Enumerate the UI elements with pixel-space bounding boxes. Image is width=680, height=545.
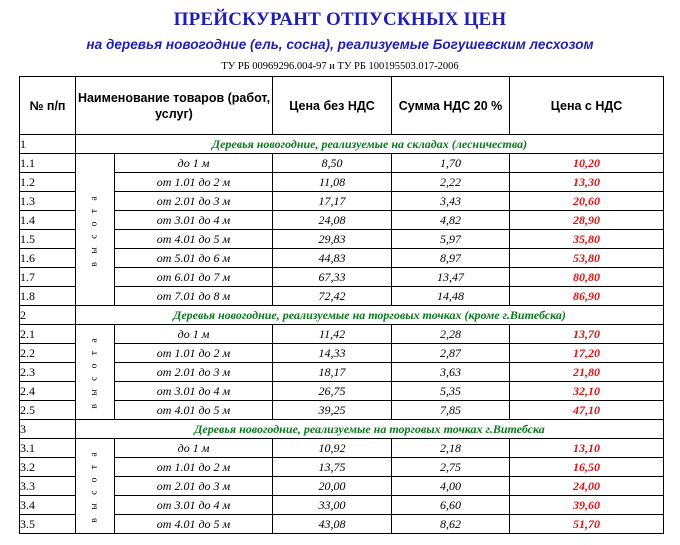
height-range: от 3.01 до 4 м [115,382,273,401]
price-without-vat: 14,33 [273,344,392,363]
column-header-name: Наименование товаров (работ, услуг) [76,77,273,135]
row-number: 1.2 [20,173,76,192]
height-range: до 1 м [115,325,273,344]
vat-amount: 5,35 [392,382,510,401]
table-row [20,287,664,306]
vat-amount: 3,43 [392,192,510,211]
price-with-vat: 51,70 [510,515,664,534]
table-row [20,458,664,477]
height-range: до 1 м [115,154,273,173]
height-range: от 3.01 до 4 м [115,496,273,515]
vat-amount: 7,85 [392,401,510,420]
table-row [20,382,664,401]
height-range: от 5.01 до 6 м [115,249,273,268]
price-with-vat: 13,70 [510,325,664,344]
table-row [20,515,664,534]
table-row [20,268,664,287]
price-without-vat: 11,08 [273,173,392,192]
vat-amount: 2,87 [392,344,510,363]
standard-reference: ТУ РБ 00969296.004-97 и ТУ РБ 100195503.017-2006 [221,61,459,72]
row-number: 3.1 [20,439,76,458]
vat-amount: 2,28 [392,325,510,344]
height-range: от 6.01 до 7 м [115,268,273,287]
row-number: 3.3 [20,477,76,496]
price-without-vat: 10,92 [273,439,392,458]
price-with-vat: 24,00 [510,477,664,496]
height-range: от 2.01 до 3 м [115,477,273,496]
row-number: 3.4 [20,496,76,515]
height-range: от 2.01 до 3 м [115,192,273,211]
section-title: Деревья новогодние, реализуемые на складах (лесничества) [76,135,664,154]
section-header-row [20,135,664,154]
price-with-vat: 53,80 [510,249,664,268]
row-number: 2.2 [20,344,76,363]
column-header-total: Цена с НДС [510,77,664,135]
column-header-vat: Сумма НДС 20 % [392,77,510,135]
height-group-label-text: в ы с о т а [89,192,100,267]
price-without-vat: 26,75 [273,382,392,401]
table-row [20,477,664,496]
price-without-vat: 13,75 [273,458,392,477]
price-with-vat: 21,80 [510,363,664,382]
price-with-vat: 10,20 [510,154,664,173]
section-number: 3 [20,420,76,439]
section-number: 2 [20,306,76,325]
height-group-label [76,439,115,534]
column-header-price: Цена без НДС [273,77,392,135]
price-with-vat: 16,50 [510,458,664,477]
height-group-label [76,154,115,306]
row-number: 2.4 [20,382,76,401]
height-range: от 4.01 до 5 м [115,230,273,249]
price-without-vat: 11,42 [273,325,392,344]
document-title: ПРЕЙСКУРАНТ ОТПУСКНЫХ ЦЕН [173,9,507,30]
vat-amount: 4,00 [392,477,510,496]
table-row [20,439,664,458]
price-without-vat: 18,17 [273,363,392,382]
price-without-vat: 20,00 [273,477,392,496]
height-range: от 2.01 до 3 м [115,363,273,382]
price-without-vat: 24,08 [273,211,392,230]
row-number: 2.1 [20,325,76,344]
section-header-row [20,420,664,439]
price-with-vat: 35,80 [510,230,664,249]
price-without-vat: 44,83 [273,249,392,268]
vat-amount: 4,82 [392,211,510,230]
price-without-vat: 43,08 [273,515,392,534]
height-range: до 1 м [115,439,273,458]
price-without-vat: 33,00 [273,496,392,515]
table-row [20,325,664,344]
height-range: от 7.01 до 8 м [115,287,273,306]
section-title: Деревья новогодние, реализуемые на торговых точках (кроме г.Витебска) [76,306,664,325]
column-header-num: № п/п [20,77,76,135]
height-group-label-text: в ы с о т а [89,449,100,523]
row-number: 3.2 [20,458,76,477]
price-with-vat: 39,60 [510,496,664,515]
price-table [19,76,664,534]
price-without-vat: 17,17 [273,192,392,211]
vat-amount: 2,22 [392,173,510,192]
height-range: от 4.01 до 5 м [115,401,273,420]
height-range: от 3.01 до 4 м [115,211,273,230]
table-row [20,249,664,268]
price-with-vat: 86,90 [510,287,664,306]
price-without-vat: 67,33 [273,268,392,287]
vat-amount: 8,62 [392,515,510,534]
height-group-label-text: в ы с о т а [89,335,100,409]
vat-amount: 2,18 [392,439,510,458]
row-number: 1.6 [20,249,76,268]
table-row [20,401,664,420]
price-with-vat: 32,10 [510,382,664,401]
table-row [20,230,664,249]
vat-amount: 2,75 [392,458,510,477]
price-with-vat: 17,20 [510,344,664,363]
vat-amount: 1,70 [392,154,510,173]
table-row [20,154,664,173]
price-with-vat: 20,60 [510,192,664,211]
price-without-vat: 8,50 [273,154,392,173]
row-number: 3.5 [20,515,76,534]
height-range: от 1.01 до 2 м [115,458,273,477]
row-number: 1.1 [20,154,76,173]
vat-amount: 13,47 [392,268,510,287]
table-row [20,173,664,192]
row-number: 1.3 [20,192,76,211]
price-with-vat: 13,30 [510,173,664,192]
table-row [20,363,664,382]
table-row [20,211,664,230]
height-range: от 4.01 до 5 м [115,515,273,534]
price-without-vat: 29,83 [273,230,392,249]
row-number: 1.7 [20,268,76,287]
table-row [20,192,664,211]
row-number: 2.3 [20,363,76,382]
row-number: 1.5 [20,230,76,249]
price-with-vat: 13,10 [510,439,664,458]
vat-amount: 8,97 [392,249,510,268]
document-subtitle: на деревья новогодние (ель, сосна), реализуемые Богушевским лесхозом [86,37,594,52]
row-number: 2.5 [20,401,76,420]
table-row [20,344,664,363]
price-without-vat: 39,25 [273,401,392,420]
table-body [20,135,664,534]
vat-amount: 5,97 [392,230,510,249]
vat-amount: 3,63 [392,363,510,382]
price-with-vat: 80,80 [510,268,664,287]
row-number: 1.4 [20,211,76,230]
height-range: от 1.01 до 2 м [115,344,273,363]
vat-amount: 6,60 [392,496,510,515]
table-row [20,496,664,515]
table-header-row [20,77,664,135]
section-title: Деревья новогодние, реализуемые на торговых точках г.Витебска [76,420,664,439]
price-without-vat: 72,42 [273,287,392,306]
height-group-label [76,325,115,420]
price-with-vat: 28,90 [510,211,664,230]
section-header-row [20,306,664,325]
price-with-vat: 47,10 [510,401,664,420]
row-number: 1.8 [20,287,76,306]
vat-amount: 14,48 [392,287,510,306]
section-number: 1 [20,135,76,154]
height-range: от 1.01 до 2 м [115,173,273,192]
